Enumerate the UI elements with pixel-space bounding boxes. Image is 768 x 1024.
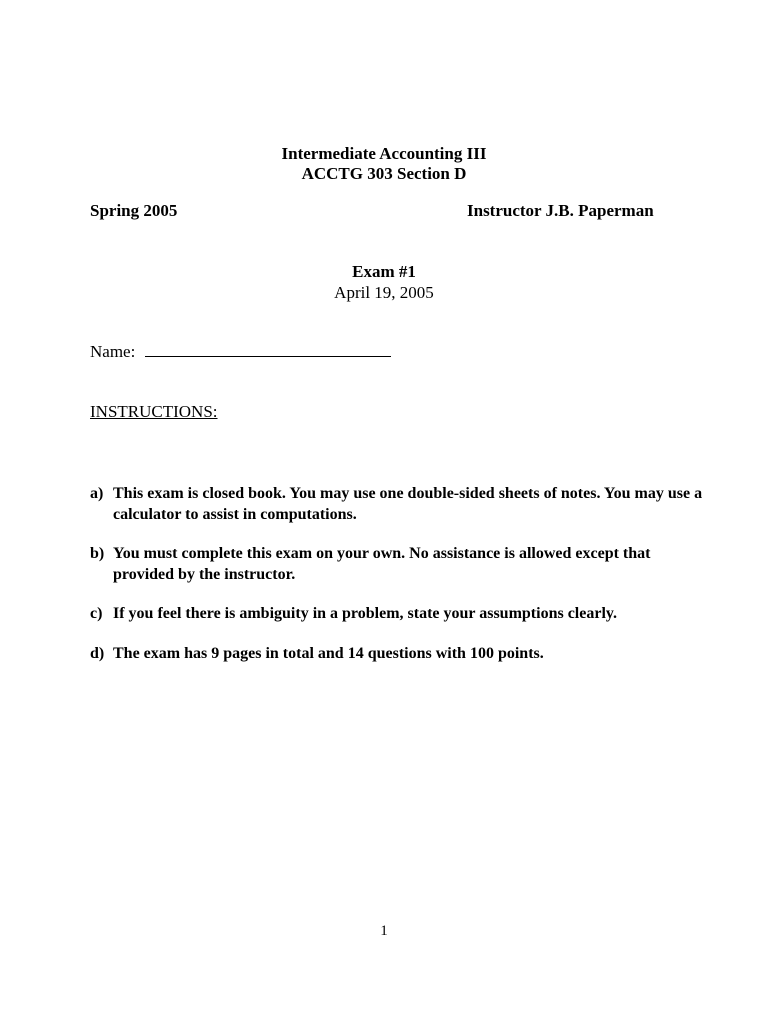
instruction-marker: d): [90, 644, 105, 662]
instructor-label: Instructor J.B. Paperman: [467, 201, 654, 220]
instructions-list: [90, 484, 710, 683]
instruction-item-c: [90, 604, 710, 625]
instruction-item-b: [90, 544, 710, 585]
course-number: ACCTG 303 Section D: [301, 164, 467, 183]
name-field: [90, 342, 391, 362]
instruction-text: You must complete this exam on your own. No assistance is allowed except that provided by the instructor.: [113, 545, 651, 583]
name-blank-line[interactable]: [145, 342, 391, 357]
page-number: 1: [380, 923, 388, 939]
instruction-item-a: [90, 484, 710, 525]
exam-date: April 19, 2005: [334, 283, 434, 302]
exam-title: Exam #1: [352, 262, 416, 281]
instructions-heading: INSTRUCTIONS:: [90, 402, 218, 421]
instruction-marker: b): [90, 545, 105, 562]
instruction-marker: c): [90, 605, 103, 622]
course-title: Intermediate Accounting III: [281, 144, 487, 163]
name-label: Name:: [90, 342, 136, 361]
instruction-marker: a): [90, 485, 104, 502]
instruction-text: The exam has 9 pages in total and 14 questions with 100 points.: [113, 644, 544, 662]
instruction-text: This exam is closed book. You may use one double-sided sheets of notes. You may use a calculator to assist in computations.: [113, 485, 703, 523]
term-label: Spring 2005: [90, 201, 178, 220]
instruction-text: If you feel there is ambiguity in a problem, state your assumptions clearly.: [113, 605, 617, 622]
instruction-item-d: [90, 644, 710, 665]
